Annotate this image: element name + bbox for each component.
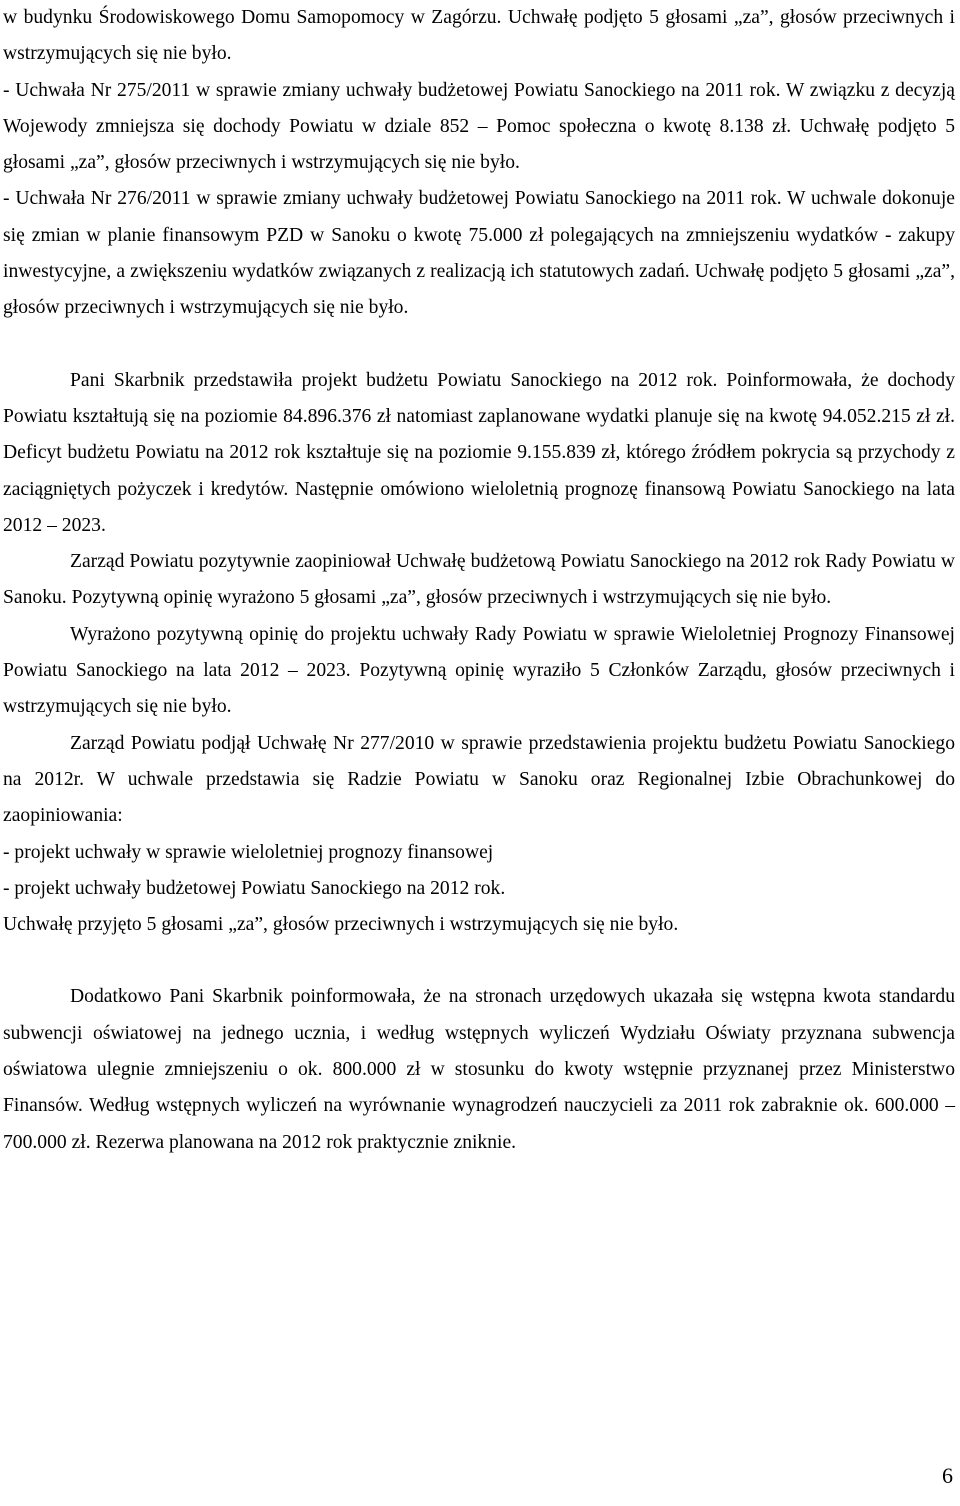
paragraph-opinia-wpf: Wyrażono pozytywną opinię do projektu uchwały Rady Powiatu w sprawie Wieloletniej Prognozy Finansowej Powiatu Sanockiego na lata 2012 – 2023. Pozytywną opinię wyraziło 5 Członków Zarządu, głosów przeciwnych i wstrzymujących się nie było. bbox=[3, 623, 955, 718]
document-page bbox=[3, 0, 955, 1161]
list-item-budzet: - projekt uchwały budżetowej Powiatu Sanockiego na 2012 rok. bbox=[3, 877, 506, 899]
paragraph-subwencja: Dodatkowo Pani Skarbnik poinformowała, że na stronach urzędowych ukazała się wstępna kwota standardu subwencji oświatowej na jednego ucznia, i według wstępnych wyliczeń Wydziału Oświaty przyznana subwencja oświatowa ulegnie zmniejszeniu o ok. 800.000 zł w stosunku do kwoty wstępnie przyznanej przez Ministerstwo Finansów. Według wstępnych wyliczeń na wyrównanie wynagrodzeń nauczycieli za 2011 rok zabraknie ok. 600.000 – 700.000 zł. Rezerwa planowana na 2012 rok praktycznie zniknie. bbox=[3, 986, 955, 1153]
list-item-wpf: - projekt uchwały w sprawie wieloletniej prognozy finansowej bbox=[3, 841, 494, 863]
paragraph-opinia-budzet: Zarząd Powiatu pozytywnie zaopiniował Uchwałę budżetową Powiatu Sanockiego na 2012 rok Rady Powiatu w Sanoku. Pozytywną opinię wyrażono 5 głosami „za”, głosów przeciwnych i wstrzymujących się nie było. bbox=[3, 551, 955, 609]
page-number: 6 bbox=[942, 1463, 953, 1488]
paragraph-glosowanie: Uchwałę przyjęto 5 głosami „za”, głosów przeciwnych i wstrzymujących się nie było. bbox=[3, 914, 679, 936]
paragraph-1: w budynku Środowiskowego Domu Samopomocy w Zagórzu. Uchwałę podjęto 5 głosami „za”, głosów przeciwnych i wstrzymujących się nie było. bbox=[3, 7, 955, 65]
paragraph-uchwala-275: - Uchwała Nr 275/2011 w sprawie zmiany uchwały budżetowej Powiatu Sanockiego na 2011 rok. W związku z decyzją Wojewody zmniejsza się dochody Powiatu w dziale 852 – Pomoc społeczna o kwotę 8.138 zł. Uchwałę podjęto 5 głosami „za”, głosów przeciwnych i wstrzymujących się nie było. bbox=[3, 79, 955, 174]
paragraph-uchwala-277: Zarząd Powiatu podjął Uchwałę Nr 277/2010 w sprawie przedstawienia projektu budżetu Powiatu Sanockiego na 2012r. W uchwale przedstawia się Radzie Powiatu w Sanoku oraz Regionalnej Izbie Obrachunkowej do zaopiniowania: bbox=[3, 732, 955, 827]
spacer bbox=[3, 943, 955, 979]
paragraph-budzet-2012: Pani Skarbnik przedstawiła projekt budżetu Powiatu Sanockiego na 2012 rok. Poinformowała, że dochody Powiatu kształtują się na poziomie 84.896.376 zł natomiast zaplanowane wydatki planuje się na kwotę 94.052.215 zł zł. Deficyt budżetu Powiatu na 2012 rok kształtuje się na poziomie 9.155.839 zł, którego źródłem pokrycia są przychody z zaciągniętych pożyczek i kredytów. Następnie omówiono wieloletnią prognozę finansową Powiatu Sanockiego na lata 2012 – 2023. bbox=[3, 369, 955, 536]
paragraph-uchwala-276: - Uchwała Nr 276/2011 w sprawie zmiany uchwały budżetowej Powiatu Sanockiego na 2011 rok. W uchwale dokonuje się zmian w planie finansowym PZD w Sanoku o kwotę 75.000 zł polegających na zmniejszeniu wydatków - zakupy inwestycyjne, a zwiększeniu wydatków związanych z realizacją ich statutowych zadań. Uchwałę podjęto 5 głosami „za”, głosów przeciwnych i wstrzymujących się nie było. bbox=[3, 188, 955, 319]
spacer bbox=[3, 327, 955, 363]
